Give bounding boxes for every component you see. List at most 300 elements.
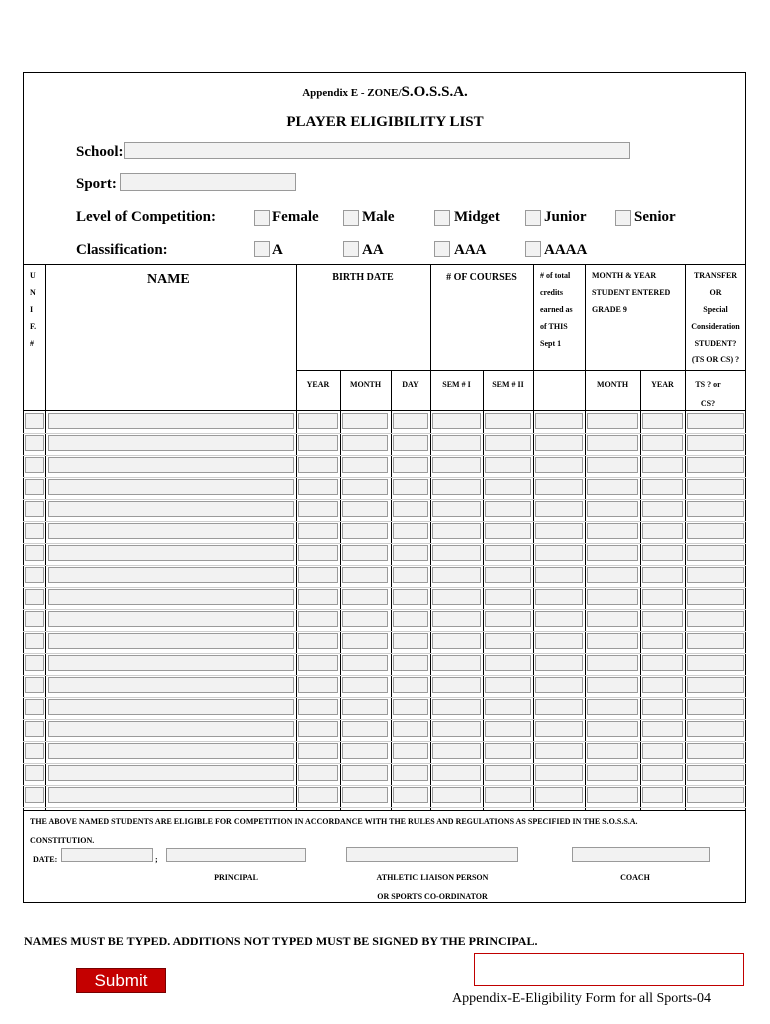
vline xyxy=(640,370,641,810)
grade9-month-cell[interactable] xyxy=(587,677,638,693)
sem2-cell[interactable] xyxy=(485,633,531,649)
vline xyxy=(391,370,392,810)
midget-label: Midget xyxy=(454,209,500,225)
sem2-cell[interactable] xyxy=(485,611,531,627)
unif-letter: U xyxy=(30,271,36,280)
sem1-cell[interactable] xyxy=(432,589,481,605)
row-divider xyxy=(23,719,746,720)
sem1-cell[interactable] xyxy=(432,413,481,429)
credits-cell[interactable] xyxy=(535,523,583,539)
birth-date-header: BIRTH DATE xyxy=(332,272,394,283)
sem1-cell[interactable] xyxy=(432,765,481,781)
birth-year-cell[interactable] xyxy=(298,721,338,737)
grade9-month-cell[interactable] xyxy=(587,633,638,649)
signature-box[interactable] xyxy=(474,953,744,986)
unif-letter: F. xyxy=(30,322,37,331)
sem2-cell[interactable] xyxy=(485,413,531,429)
birth-year-cell[interactable] xyxy=(298,413,338,429)
birth-month-cell[interactable] xyxy=(342,699,388,715)
male-label: Male xyxy=(362,209,395,225)
grade9-year-cell[interactable] xyxy=(642,655,683,671)
table-bottom-line xyxy=(23,810,746,811)
birth-year-cell[interactable] xyxy=(298,435,338,451)
name-cell[interactable] xyxy=(48,721,294,737)
ts-subheader: TS ? or xyxy=(695,380,721,389)
birth-month-cell[interactable] xyxy=(342,589,388,605)
credits-header: earned as xyxy=(540,305,573,314)
birth-day-cell[interactable] xyxy=(393,633,428,649)
birth-month-cell[interactable] xyxy=(342,413,388,429)
grade9-header: MONTH & YEAR xyxy=(592,271,657,280)
sem1-cell[interactable] xyxy=(432,479,481,495)
sport-label: Sport: xyxy=(76,176,117,192)
name-cell[interactable] xyxy=(48,611,294,627)
sem2-cell[interactable] xyxy=(485,743,531,759)
transfer-cell[interactable] xyxy=(687,479,744,495)
birth-day-cell[interactable] xyxy=(393,501,428,517)
grade9-year-cell[interactable] xyxy=(642,457,683,473)
grade9-month-cell[interactable] xyxy=(587,655,638,671)
grade9-month-cell[interactable] xyxy=(587,589,638,605)
sem1-cell[interactable] xyxy=(432,655,481,671)
birth-year-cell[interactable] xyxy=(298,457,338,473)
credits-cell[interactable] xyxy=(535,545,583,561)
transfer-cell[interactable] xyxy=(687,721,744,737)
junior-checkbox[interactable] xyxy=(525,210,541,226)
name-cell[interactable] xyxy=(48,545,294,561)
credits-cell[interactable] xyxy=(535,699,583,715)
birth-year-cell[interactable] xyxy=(298,677,338,693)
unif-cell[interactable] xyxy=(25,545,44,561)
form-name: Appendix-E-Eligibility Form for all Sports-04 xyxy=(452,991,711,1006)
birth-month-cell[interactable] xyxy=(342,633,388,649)
class-a-label: A xyxy=(272,242,283,258)
grade9-month-cell[interactable] xyxy=(587,787,638,803)
unif-cell[interactable] xyxy=(25,501,44,517)
grade9-year-cell[interactable] xyxy=(642,699,683,715)
sem2-cell[interactable] xyxy=(485,589,531,605)
transfer-header: Special xyxy=(703,305,728,314)
birth-day-cell[interactable] xyxy=(393,545,428,561)
row-divider xyxy=(23,499,746,500)
transfer-header: OR xyxy=(709,288,722,297)
transfer-cell[interactable] xyxy=(687,567,744,583)
unif-cell[interactable] xyxy=(25,611,44,627)
sem1-cell[interactable] xyxy=(432,633,481,649)
sem2-cell[interactable] xyxy=(485,523,531,539)
birth-day-cell[interactable] xyxy=(393,479,428,495)
birth-year-cell[interactable] xyxy=(298,787,338,803)
birth-year-cell[interactable] xyxy=(298,655,338,671)
unif-cell[interactable] xyxy=(25,699,44,715)
subheader-line xyxy=(296,370,746,371)
birth-month-cell[interactable] xyxy=(342,457,388,473)
transfer-cell[interactable] xyxy=(687,611,744,627)
unif-cell[interactable] xyxy=(25,479,44,495)
grade9-year-cell[interactable] xyxy=(642,721,683,737)
birth-year-cell[interactable] xyxy=(298,545,338,561)
unif-cell[interactable] xyxy=(25,677,44,693)
name-cell[interactable] xyxy=(48,567,294,583)
unif-cell[interactable] xyxy=(25,413,44,429)
transfer-cell[interactable] xyxy=(687,765,744,781)
sem2-cell[interactable] xyxy=(485,501,531,517)
sem1-subheader: SEM # I xyxy=(442,380,471,389)
grade9-month-cell[interactable] xyxy=(587,611,638,627)
unif-cell[interactable] xyxy=(25,523,44,539)
date-label: DATE: xyxy=(33,855,58,864)
grade9-year-cell[interactable] xyxy=(642,765,683,781)
sem2-cell[interactable] xyxy=(485,479,531,495)
sem1-cell[interactable] xyxy=(432,787,481,803)
grade9-year-cell[interactable] xyxy=(642,589,683,605)
birth-month-cell[interactable] xyxy=(342,677,388,693)
row-divider xyxy=(23,763,746,764)
birth-day-cell[interactable] xyxy=(393,413,428,429)
row-divider xyxy=(23,477,746,478)
courses-header: # OF COURSES xyxy=(446,272,517,283)
birth-day-cell[interactable] xyxy=(393,523,428,539)
day-subheader: DAY xyxy=(402,380,419,389)
sem1-cell[interactable] xyxy=(432,611,481,627)
transfer-cell[interactable] xyxy=(687,545,744,561)
junior-label: Junior xyxy=(544,209,587,225)
school-label: School: xyxy=(76,144,124,160)
class-aaa-checkbox[interactable] xyxy=(434,241,450,257)
unif-letter: N xyxy=(30,288,36,297)
appendix-title xyxy=(0,84,770,101)
credits-cell[interactable] xyxy=(535,787,583,803)
sem1-cell[interactable] xyxy=(432,567,481,583)
credits-cell[interactable] xyxy=(535,567,583,583)
credits-cell[interactable] xyxy=(535,765,583,781)
credits-cell[interactable] xyxy=(535,633,583,649)
credits-cell[interactable] xyxy=(535,611,583,627)
year2-subheader: YEAR xyxy=(651,380,674,389)
birth-month-cell[interactable] xyxy=(342,479,388,495)
grade9-year-cell[interactable] xyxy=(642,479,683,495)
typing-notice: NAMES MUST BE TYPED. ADDITIONS NOT TYPED MUST BE SIGNED BY THE PRINCIPAL. xyxy=(24,934,538,948)
unif-cell[interactable] xyxy=(25,655,44,671)
sem2-cell[interactable] xyxy=(485,655,531,671)
grade9-year-cell[interactable] xyxy=(642,413,683,429)
sport-input[interactable] xyxy=(121,176,295,192)
name-cell[interactable] xyxy=(48,479,294,495)
name-cell[interactable] xyxy=(48,765,294,781)
birth-month-cell[interactable] xyxy=(342,765,388,781)
grade9-year-cell[interactable] xyxy=(642,501,683,517)
appendix-org: S.O.S.S.A. xyxy=(401,84,468,100)
submit-button[interactable]: Submit xyxy=(76,968,166,993)
birth-day-cell[interactable] xyxy=(393,699,428,715)
vline xyxy=(430,264,431,810)
sem1-cell[interactable] xyxy=(432,435,481,451)
sem1-cell[interactable] xyxy=(432,721,481,737)
name-cell[interactable] xyxy=(48,699,294,715)
sem1-cell[interactable] xyxy=(432,457,481,473)
class-a-checkbox[interactable] xyxy=(254,241,270,257)
grade9-month-cell[interactable] xyxy=(587,523,638,539)
unif-cell[interactable] xyxy=(25,435,44,451)
credits-cell[interactable] xyxy=(535,721,583,737)
birth-month-cell[interactable] xyxy=(342,611,388,627)
vline xyxy=(585,264,586,810)
grade9-month-cell[interactable] xyxy=(587,721,638,737)
name-cell[interactable] xyxy=(48,677,294,693)
male-checkbox[interactable] xyxy=(343,210,359,226)
grade9-month-cell[interactable] xyxy=(587,743,638,759)
grade9-year-cell[interactable] xyxy=(642,743,683,759)
row-divider xyxy=(23,543,746,544)
vline xyxy=(483,370,484,810)
sem2-cell[interactable] xyxy=(485,435,531,451)
sem2-cell[interactable] xyxy=(485,699,531,715)
birth-month-cell[interactable] xyxy=(342,787,388,803)
row-divider xyxy=(23,609,746,610)
sem2-cell[interactable] xyxy=(485,677,531,693)
credits-cell[interactable] xyxy=(535,677,583,693)
sem2-cell[interactable] xyxy=(485,457,531,473)
month2-subheader: MONTH xyxy=(596,380,629,389)
level-label: Level of Competition: xyxy=(76,209,216,225)
row-divider xyxy=(23,741,746,742)
class-aaaa-checkbox[interactable] xyxy=(525,241,541,257)
vline xyxy=(533,264,534,810)
class-aaa-label: AAA xyxy=(454,242,487,258)
birth-year-cell[interactable] xyxy=(298,633,338,649)
grade9-month-cell[interactable] xyxy=(587,501,638,517)
transfer-cell[interactable] xyxy=(687,413,744,429)
row-divider xyxy=(23,653,746,654)
grade9-month-cell[interactable] xyxy=(587,699,638,715)
sem1-cell[interactable] xyxy=(432,677,481,693)
birth-year-cell[interactable] xyxy=(298,501,338,517)
credits-header: of THIS xyxy=(540,322,568,331)
school-field[interactable] xyxy=(124,142,630,159)
transfer-cell[interactable] xyxy=(687,699,744,715)
row-divider xyxy=(23,807,746,808)
birth-year-cell[interactable] xyxy=(298,523,338,539)
name-cell[interactable] xyxy=(48,435,294,451)
grade9-month-cell[interactable] xyxy=(587,765,638,781)
credits-cell[interactable] xyxy=(535,589,583,605)
sem1-cell[interactable] xyxy=(432,545,481,561)
rows-top-line xyxy=(23,410,746,411)
credits-cell[interactable] xyxy=(535,501,583,517)
appendix-prefix: Appendix E - ZONE/ xyxy=(302,87,402,99)
transfer-cell[interactable] xyxy=(687,435,744,451)
row-divider xyxy=(23,785,746,786)
name-cell[interactable] xyxy=(48,633,294,649)
birth-day-cell[interactable] xyxy=(393,611,428,627)
principal-input[interactable] xyxy=(167,853,305,865)
birth-day-cell[interactable] xyxy=(393,435,428,451)
birth-day-cell[interactable] xyxy=(393,589,428,605)
principal-label: PRINCIPAL xyxy=(214,873,258,882)
unif-cell[interactable] xyxy=(25,633,44,649)
unif-cell[interactable] xyxy=(25,765,44,781)
birth-year-cell[interactable] xyxy=(298,567,338,583)
birth-year-cell[interactable] xyxy=(298,589,338,605)
name-cell[interactable] xyxy=(48,523,294,539)
vline xyxy=(340,370,341,810)
name-cell[interactable] xyxy=(48,457,294,473)
class-aa-checkbox[interactable] xyxy=(343,241,359,257)
birth-year-cell[interactable] xyxy=(298,479,338,495)
grade9-header: STUDENT ENTERED xyxy=(592,288,671,297)
transfer-cell[interactable] xyxy=(687,633,744,649)
midget-checkbox[interactable] xyxy=(434,210,450,226)
athletic-input[interactable] xyxy=(347,852,517,865)
vline xyxy=(45,264,46,810)
school-input[interactable] xyxy=(125,146,629,161)
transfer-cell[interactable] xyxy=(687,501,744,517)
unif-cell[interactable] xyxy=(25,567,44,583)
transfer-cell[interactable] xyxy=(687,787,744,803)
credits-cell[interactable] xyxy=(535,435,583,451)
credits-cell[interactable] xyxy=(535,655,583,671)
row-divider xyxy=(23,455,746,456)
grade9-month-cell[interactable] xyxy=(587,479,638,495)
birth-day-cell[interactable] xyxy=(393,743,428,759)
birth-day-cell[interactable] xyxy=(393,765,428,781)
sem1-cell[interactable] xyxy=(432,501,481,517)
year-subheader: YEAR xyxy=(306,380,330,389)
row-divider xyxy=(23,587,746,588)
row-divider xyxy=(23,631,746,632)
unif-cell[interactable] xyxy=(25,589,44,605)
sem2-cell[interactable] xyxy=(485,721,531,737)
vline xyxy=(296,264,297,810)
class-aaaa-label: AAAA xyxy=(544,242,588,258)
birth-month-cell[interactable] xyxy=(342,501,388,517)
birth-day-cell[interactable] xyxy=(393,677,428,693)
grade9-year-cell[interactable] xyxy=(642,435,683,451)
transfer-cell[interactable] xyxy=(687,655,744,671)
birth-month-cell[interactable] xyxy=(342,655,388,671)
month-subheader: MONTH xyxy=(349,380,382,389)
senior-checkbox[interactable] xyxy=(615,210,631,226)
date-input[interactable] xyxy=(62,853,152,865)
grade9-year-cell[interactable] xyxy=(642,523,683,539)
sem2-cell[interactable] xyxy=(485,567,531,583)
sem2-cell[interactable] xyxy=(485,765,531,781)
row-divider xyxy=(23,433,746,434)
grade9-year-cell[interactable] xyxy=(642,633,683,649)
sem1-cell[interactable] xyxy=(432,743,481,759)
coach-label: COACH xyxy=(620,873,650,882)
eligibility-statement-2: CONSTITUTION. xyxy=(30,836,95,845)
birth-day-cell[interactable] xyxy=(393,721,428,737)
coach-field[interactable] xyxy=(572,847,710,862)
credits-cell[interactable] xyxy=(535,457,583,473)
grade9-month-cell[interactable] xyxy=(587,457,638,473)
semicolon: ; xyxy=(155,855,158,864)
sem2-cell[interactable] xyxy=(485,545,531,561)
birth-day-cell[interactable] xyxy=(393,787,428,803)
grade9-month-cell[interactable] xyxy=(587,413,638,429)
birth-month-cell[interactable] xyxy=(342,721,388,737)
birth-month-cell[interactable] xyxy=(342,567,388,583)
row-divider xyxy=(23,521,746,522)
row-divider xyxy=(23,565,746,566)
name-cell[interactable] xyxy=(48,589,294,605)
transfer-header: Consideration xyxy=(691,322,740,331)
credits-header: credits xyxy=(540,288,563,297)
birth-day-cell[interactable] xyxy=(393,655,428,671)
birth-year-cell[interactable] xyxy=(298,611,338,627)
classification-label: Classification: xyxy=(76,242,168,258)
name-cell[interactable] xyxy=(48,787,294,803)
grade9-month-cell[interactable] xyxy=(587,567,638,583)
unif-cell[interactable] xyxy=(25,743,44,759)
table-top-line xyxy=(23,264,746,265)
grade9-year-cell[interactable] xyxy=(642,677,683,693)
unif-cell[interactable] xyxy=(25,721,44,737)
unif-letter: # xyxy=(30,339,34,348)
female-checkbox[interactable] xyxy=(254,210,270,226)
grade9-year-cell[interactable] xyxy=(642,611,683,627)
transfer-cell[interactable] xyxy=(687,457,744,473)
transfer-header: TRANSFER xyxy=(693,271,738,280)
row-divider xyxy=(23,697,746,698)
name-cell[interactable] xyxy=(48,743,294,759)
birth-month-cell[interactable] xyxy=(342,545,388,561)
transfer-cell[interactable] xyxy=(687,743,744,759)
birth-year-cell[interactable] xyxy=(298,699,338,715)
birth-year-cell[interactable] xyxy=(298,765,338,781)
sem2-cell[interactable] xyxy=(485,787,531,803)
birth-day-cell[interactable] xyxy=(393,457,428,473)
class-aa-label: AA xyxy=(362,242,384,258)
unif-cell[interactable] xyxy=(25,787,44,803)
grade9-year-cell[interactable] xyxy=(642,545,683,561)
date-field[interactable] xyxy=(61,848,153,862)
credits-cell[interactable] xyxy=(535,413,583,429)
birth-year-cell[interactable] xyxy=(298,743,338,759)
sem1-cell[interactable] xyxy=(432,523,481,539)
athletic-liaison-field[interactable] xyxy=(346,847,518,862)
grade9-year-cell[interactable] xyxy=(642,567,683,583)
cs-subheader: CS? xyxy=(700,399,716,408)
transfer-cell[interactable] xyxy=(687,523,744,539)
transfer-cell[interactable] xyxy=(687,677,744,693)
unif-cell[interactable] xyxy=(25,457,44,473)
birth-month-cell[interactable] xyxy=(342,743,388,759)
grade9-month-cell[interactable] xyxy=(587,435,638,451)
principal-field[interactable] xyxy=(166,848,306,862)
sem1-cell[interactable] xyxy=(432,699,481,715)
birth-month-cell[interactable] xyxy=(342,435,388,451)
birth-day-cell[interactable] xyxy=(393,567,428,583)
credits-cell[interactable] xyxy=(535,743,583,759)
credits-cell[interactable] xyxy=(535,479,583,495)
row-divider xyxy=(23,675,746,676)
transfer-cell[interactable] xyxy=(687,589,744,605)
grade9-year-cell[interactable] xyxy=(642,787,683,803)
grade9-month-cell[interactable] xyxy=(587,545,638,561)
name-cell[interactable] xyxy=(48,501,294,517)
sport-field[interactable] xyxy=(120,173,296,191)
sem2-subheader: SEM # II xyxy=(492,380,524,389)
birth-month-cell[interactable] xyxy=(342,523,388,539)
name-header: NAME xyxy=(147,272,190,287)
senior-label: Senior xyxy=(634,209,676,225)
name-cell[interactable] xyxy=(48,655,294,671)
name-cell[interactable] xyxy=(48,413,294,429)
grade9-header: GRADE 9 xyxy=(592,305,627,314)
coach-input[interactable] xyxy=(573,852,709,865)
